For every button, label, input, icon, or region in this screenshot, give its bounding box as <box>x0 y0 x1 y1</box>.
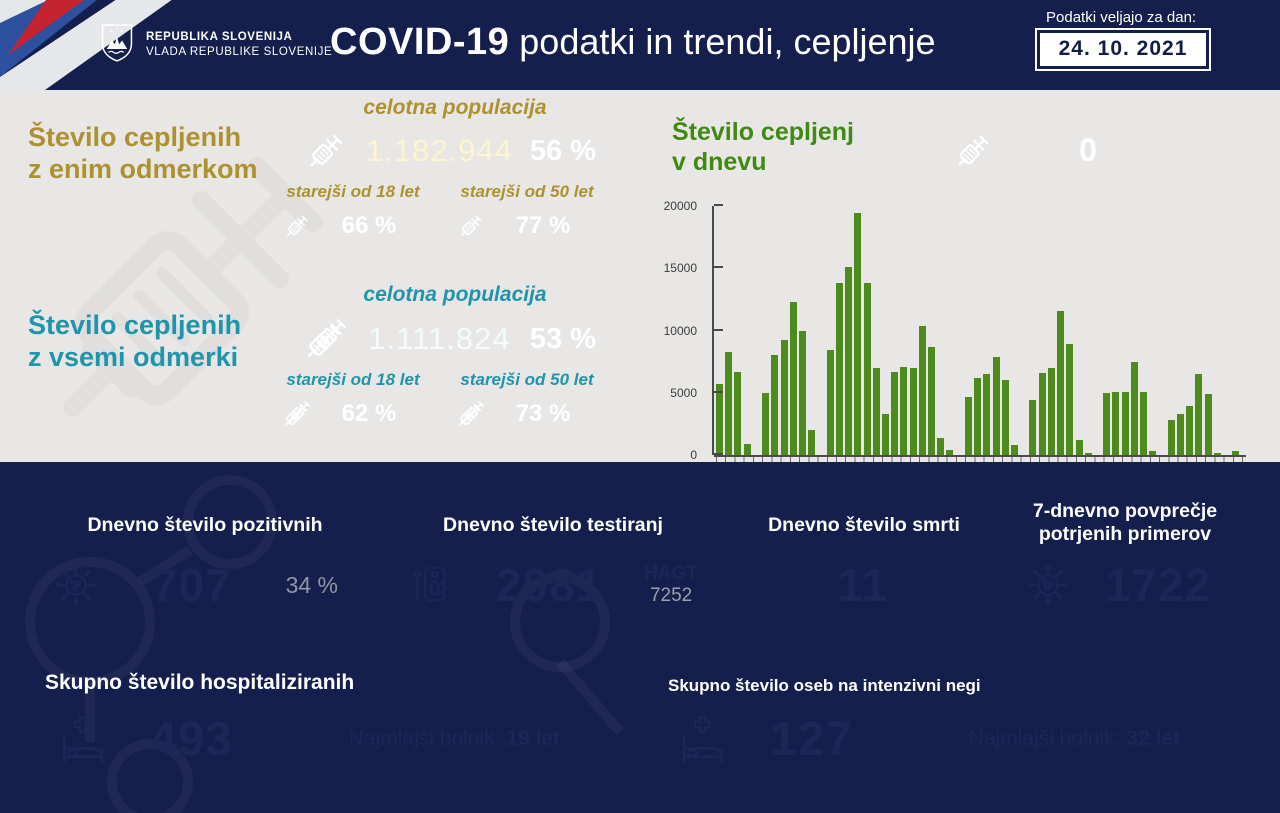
hospitalized-note <box>349 727 560 751</box>
chart-y-tick <box>714 329 723 331</box>
one-dose-population-label: celotna populacija <box>363 96 547 119</box>
chart-bar <box>790 302 797 455</box>
chart-bar <box>1122 392 1129 455</box>
icu-note-label: Najmlajši bolnik: <box>968 727 1121 750</box>
page-title-bold: COVID-19 <box>330 21 510 63</box>
org-line1: REPUBLIKA SLOVENIJA <box>146 31 293 43</box>
hospitalized-value: 493 <box>150 712 234 766</box>
icu-value: 127 <box>770 712 854 766</box>
hagt-value: 7252 <box>649 585 693 606</box>
all-doses-title-line1: Število cepljenih <box>28 310 242 340</box>
one-dose-over50-label: starejši od 50 let <box>460 182 594 201</box>
chart-bar <box>1103 393 1110 455</box>
chart-bar <box>845 267 852 455</box>
one-dose-over18-pill <box>270 205 436 247</box>
deaths-value: 11 <box>837 559 889 611</box>
report-date-value: 24. 10. 2021 <box>1040 33 1206 66</box>
chart-bar <box>900 367 907 455</box>
positives-share: 34 % <box>285 571 338 598</box>
all-doses-over50-pill <box>444 393 610 435</box>
virus-icon <box>1026 563 1070 607</box>
chart-bar <box>1029 400 1036 455</box>
seven-day-avg-label-line2: potrjenih primerov <box>1038 523 1212 546</box>
page-title <box>330 21 936 64</box>
chart-bar <box>799 331 806 456</box>
all-doses-total-pill <box>287 310 620 368</box>
tests-value: 2081 <box>495 559 603 611</box>
chart-bar <box>974 378 981 455</box>
deaths-label: Dnevno število smrti <box>768 514 960 536</box>
chart-bar <box>1076 440 1083 455</box>
icu-note <box>969 727 1180 751</box>
all-doses-over18-pill <box>270 393 436 435</box>
chart-bar <box>1195 374 1202 455</box>
chart-bar <box>734 372 741 455</box>
chart-y-labels <box>655 199 705 462</box>
hospitalized-card <box>30 702 590 776</box>
chart-bar <box>781 340 788 455</box>
chart-bar <box>1066 344 1073 455</box>
org-line2: VLADA REPUBLIKE SLOVENIJE <box>146 45 333 58</box>
all-doses-population-label: celotna populacija <box>363 283 547 306</box>
all-doses-over50-percent: 73 % <box>515 400 571 427</box>
daily-vaccinations-badge <box>935 123 1211 178</box>
chart-bar <box>873 368 880 455</box>
chart-bar <box>1048 368 1055 455</box>
tests-label: Dnevno število testiranj <box>443 514 663 536</box>
seven-day-avg-value: 1722 <box>1104 559 1212 611</box>
test-kit-icon <box>408 562 454 608</box>
hospitalized-note-label: Najmlajši bolnik: <box>348 727 501 750</box>
chart-bar <box>827 350 834 455</box>
statistics-section <box>0 462 1280 813</box>
seven-day-avg-label-line1: 7-dnevno povprečje <box>1032 500 1218 522</box>
chart-bar <box>836 283 843 455</box>
one-dose-over50-pill <box>444 205 610 247</box>
chart-bar <box>1057 311 1064 455</box>
page-title-light: podatki in trendi, cepljenje <box>519 21 936 62</box>
chart-bar <box>808 430 815 455</box>
chart-bar <box>910 368 917 455</box>
chart-bar <box>993 357 1000 455</box>
slovenia-coat-of-arms-icon <box>100 23 134 63</box>
positives-card <box>30 550 368 620</box>
chart-bar <box>965 397 972 456</box>
icu-note-value: 32 let <box>1126 727 1180 750</box>
chart-bars <box>716 206 1240 455</box>
one-dose-over50-percent: 77 % <box>515 212 571 239</box>
chart-bar <box>928 347 935 455</box>
daily-title-line2: v dnevu <box>672 147 767 176</box>
all-doses-count: 1.111.824 <box>368 321 511 356</box>
all-doses-over50-label: starejši od 50 let <box>460 370 594 389</box>
chart-bar <box>744 444 751 455</box>
positives-label: Dnevno število pozitivnih <box>87 514 323 536</box>
syringe-icon <box>282 211 312 241</box>
chart-bar <box>891 372 898 455</box>
tests-card <box>386 550 722 620</box>
seven-day-avg-card <box>1004 550 1246 620</box>
one-dose-title-line1: Število cepljenih <box>28 122 242 152</box>
deaths-card <box>746 550 980 620</box>
government-name <box>146 30 332 60</box>
double-syringe-icon <box>456 399 486 429</box>
syringe-icon <box>951 129 995 173</box>
chart-bar <box>1002 380 1009 455</box>
chart-bar <box>1039 373 1046 455</box>
hagt-label: HAGT <box>644 563 698 585</box>
report-date-label: Podatki veljajo za dan: <box>1046 9 1197 26</box>
all-doses-over18-label: starejši od 18 let <box>286 370 420 389</box>
chart-bar <box>937 438 944 455</box>
report-date <box>1040 9 1206 66</box>
chart-bar <box>882 414 889 455</box>
double-syringe-icon <box>282 399 312 429</box>
all-doses-title-line2: z vsemi odmerki <box>28 341 239 372</box>
chart-bar <box>1112 392 1119 455</box>
one-dose-over18-label: starejši od 18 let <box>286 182 420 201</box>
chart-y-tick <box>714 204 723 206</box>
positives-value: 707 <box>151 559 232 611</box>
header <box>0 0 1280 90</box>
chart-bar <box>864 283 871 455</box>
hospitalized-label: Skupno število hospitaliziranih <box>45 671 355 694</box>
one-dose-percent: 56 % <box>529 134 596 167</box>
chart-bar <box>1177 414 1184 455</box>
hagt-block <box>644 563 698 607</box>
one-dose-count: 1.182.944 <box>365 133 513 168</box>
chart-y-tick <box>714 391 723 393</box>
chart-bar <box>1168 420 1175 455</box>
chart-bar <box>1011 445 1018 455</box>
daily-vaccinations-title <box>672 118 854 177</box>
chart-bar <box>1140 392 1147 455</box>
chart-bar <box>771 355 778 455</box>
syringe-icon <box>456 211 486 241</box>
daily-title-line1: Število cepljenj <box>672 118 855 146</box>
chart-y-tick <box>714 453 723 455</box>
chart-bar <box>919 326 926 455</box>
daily-vaccinations-value: 0 <box>1079 132 1097 168</box>
virus-icon <box>54 563 98 607</box>
chart-bar <box>1205 394 1212 455</box>
chart-y-tick-label: 20000 <box>663 199 697 213</box>
chart-y-tick-label: 10000 <box>663 323 697 338</box>
chart-bar <box>716 384 723 455</box>
vaccination-section <box>0 90 1280 462</box>
syringe-icon <box>303 128 349 174</box>
icu-card <box>650 702 1210 776</box>
chart-bar <box>1186 406 1193 455</box>
chart-bar <box>983 374 990 455</box>
chart-y-tick-label: 0 <box>690 448 697 462</box>
seven-day-avg-label <box>1000 500 1250 547</box>
chart-bar <box>854 213 861 455</box>
chart-y-tick-label: 15000 <box>663 261 697 276</box>
one-dose-title <box>28 122 258 186</box>
all-doses-percent: 53 % <box>529 322 596 355</box>
hospitalized-note-value: 19 let <box>506 727 560 750</box>
one-dose-total-pill <box>287 122 620 180</box>
double-syringe-icon <box>303 316 349 362</box>
one-dose-title-line2: z enim odmerkom <box>28 153 258 184</box>
all-doses-over18-percent: 62 % <box>341 400 397 427</box>
chart-y-tick-label: 5000 <box>670 385 697 400</box>
one-dose-over18-percent: 66 % <box>341 212 397 239</box>
chart-bar <box>725 352 732 455</box>
icu-label: Skupno število oseb na intenzivni negi <box>668 676 981 695</box>
all-doses-title <box>28 310 241 374</box>
hospital-bed-icon <box>58 714 108 764</box>
chart-bar <box>762 393 769 455</box>
hospital-bed-icon <box>678 714 728 764</box>
chart-y-tick <box>714 266 723 268</box>
chart-bar <box>1131 362 1138 455</box>
chart-plot <box>712 206 1240 455</box>
